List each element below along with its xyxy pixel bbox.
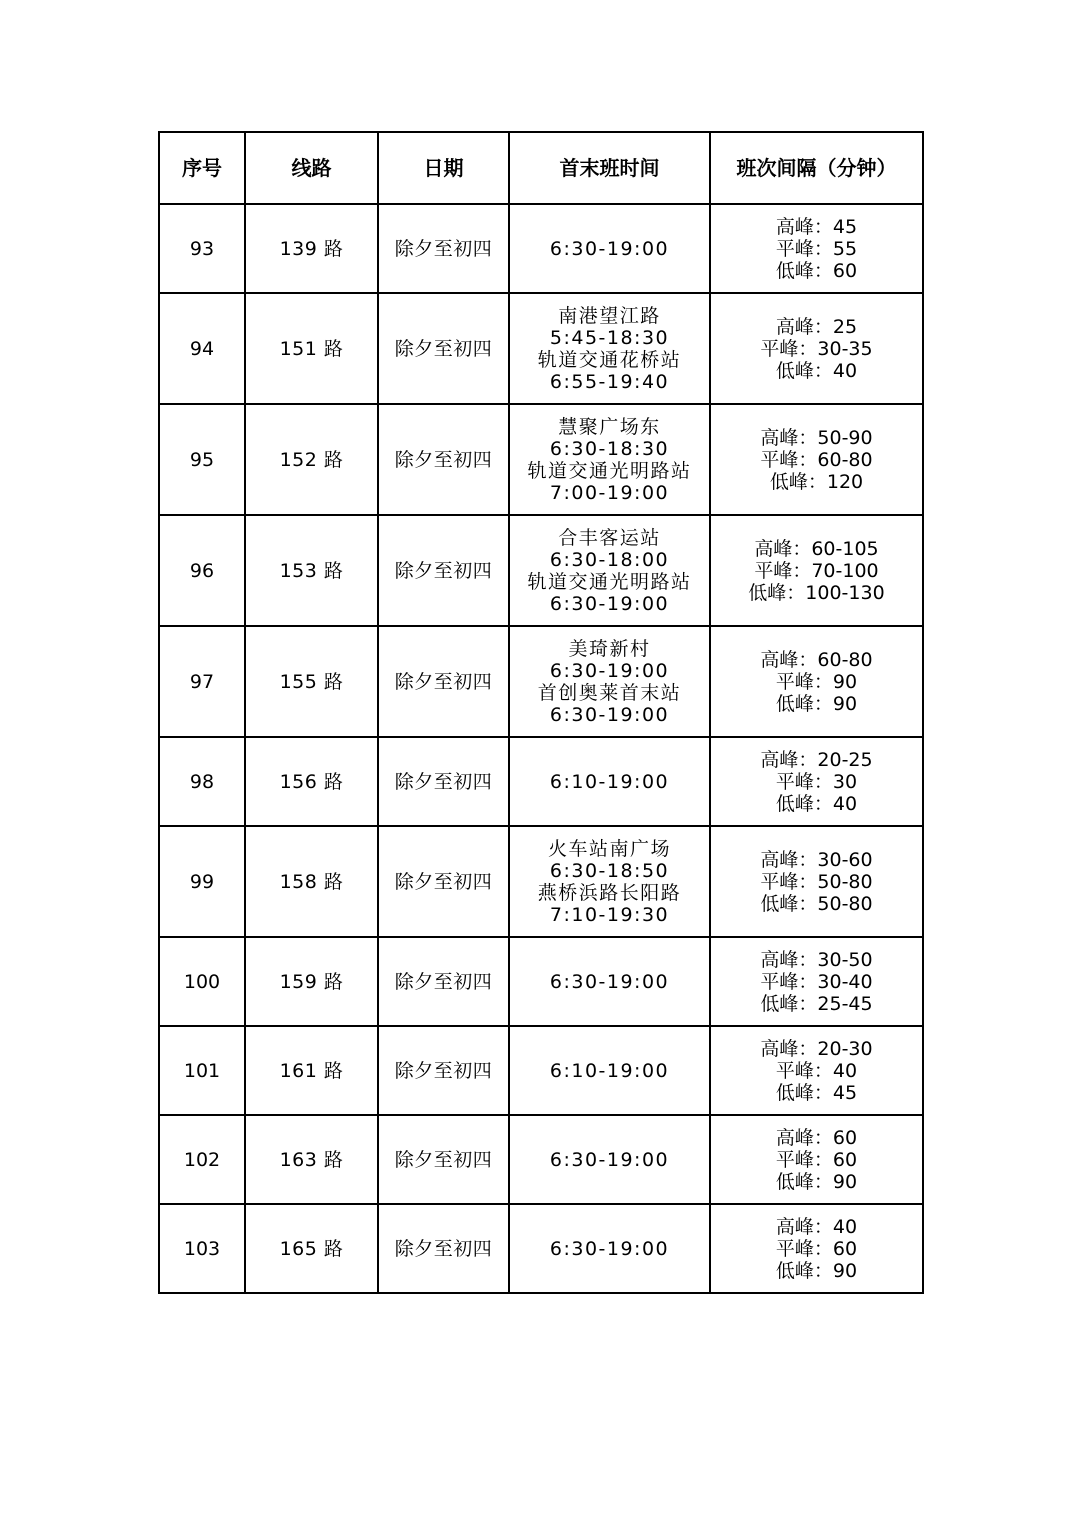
table-row xyxy=(159,1115,923,1204)
row-number-cell: 93 xyxy=(159,204,245,293)
interval-line: 高峰：45 xyxy=(775,215,858,238)
header-intervals: 班次间隔（分钟） xyxy=(710,132,923,204)
route-cell: 153 路 xyxy=(245,515,378,626)
interval-line: 平峰：30 xyxy=(775,770,858,793)
interval-line: 低峰：45 xyxy=(775,1081,858,1104)
time-line: 6:30-19:00 xyxy=(549,970,670,993)
interval-cell xyxy=(710,515,923,626)
table-row xyxy=(159,1204,923,1293)
interval-cell xyxy=(710,404,923,515)
date-cell: 除夕至初四 xyxy=(378,737,509,826)
interval-line: 平峰：60 xyxy=(775,1148,858,1171)
time-line: 6:30-18:00 xyxy=(549,548,670,571)
header-date: 日期 xyxy=(378,132,509,204)
interval-line: 平峰：60 xyxy=(775,1237,858,1260)
row-number-cell: 97 xyxy=(159,626,245,737)
header-row xyxy=(159,132,923,204)
interval-line: 低峰：90 xyxy=(775,1259,858,1282)
interval-line: 平峰：90 xyxy=(775,670,858,693)
row-number-cell: 103 xyxy=(159,1204,245,1293)
interval-line: 低峰：90 xyxy=(775,1170,858,1193)
schedule-times-cell xyxy=(509,515,710,626)
route-cell: 139 路 xyxy=(245,204,378,293)
schedule-times-cell xyxy=(509,1026,710,1115)
interval-cell xyxy=(710,826,923,937)
time-line: 南港望江路 xyxy=(558,304,661,327)
time-line: 6:30-18:30 xyxy=(549,437,670,460)
interval-cell xyxy=(710,737,923,826)
row-number-cell: 95 xyxy=(159,404,245,515)
schedule-times-cell xyxy=(509,826,710,937)
route-cell: 155 路 xyxy=(245,626,378,737)
interval-line: 平峰：70-100 xyxy=(754,559,879,582)
time-line: 6:30-19:00 xyxy=(549,237,670,260)
time-line: 火车站南广场 xyxy=(547,837,671,860)
route-cell: 151 路 xyxy=(245,293,378,404)
interval-line: 低峰：40 xyxy=(775,792,858,815)
time-line: 慧聚广场东 xyxy=(558,415,661,438)
date-cell: 除夕至初四 xyxy=(378,1204,509,1293)
table-row xyxy=(159,515,923,626)
table-body xyxy=(159,204,923,1293)
table-row xyxy=(159,404,923,515)
interval-line: 高峰：40 xyxy=(775,1215,858,1238)
row-number-cell: 101 xyxy=(159,1026,245,1115)
time-line: 轨道交通花桥站 xyxy=(537,348,682,371)
table-row xyxy=(159,737,923,826)
date-cell: 除夕至初四 xyxy=(378,1026,509,1115)
date-cell: 除夕至初四 xyxy=(378,826,509,937)
time-line: 6:30-19:00 xyxy=(549,592,670,615)
route-cell: 159 路 xyxy=(245,937,378,1026)
schedule-times-cell xyxy=(509,1115,710,1204)
interval-line: 低峰：25-45 xyxy=(760,992,873,1015)
time-line: 6:55-19:40 xyxy=(549,370,670,393)
route-cell: 156 路 xyxy=(245,737,378,826)
row-number-cell: 96 xyxy=(159,515,245,626)
row-number-cell: 102 xyxy=(159,1115,245,1204)
row-number-cell: 94 xyxy=(159,293,245,404)
interval-line: 高峰：25 xyxy=(775,315,858,338)
table-row xyxy=(159,826,923,937)
route-cell: 161 路 xyxy=(245,1026,378,1115)
time-line: 6:30-19:00 xyxy=(549,703,670,726)
interval-line: 低峰：90 xyxy=(775,692,858,715)
interval-cell xyxy=(710,1115,923,1204)
route-cell: 158 路 xyxy=(245,826,378,937)
row-number-cell: 98 xyxy=(159,737,245,826)
row-number-cell: 100 xyxy=(159,937,245,1026)
route-cell: 165 路 xyxy=(245,1204,378,1293)
route-cell: 163 路 xyxy=(245,1115,378,1204)
time-line: 美琦新村 xyxy=(568,637,651,660)
interval-line: 高峰：50-90 xyxy=(760,426,873,449)
date-cell: 除夕至初四 xyxy=(378,204,509,293)
interval-line: 高峰：60 xyxy=(775,1126,858,1149)
interval-line: 高峰：30-60 xyxy=(760,848,873,871)
interval-line: 高峰：60-105 xyxy=(754,537,879,560)
interval-line: 平峰：50-80 xyxy=(760,870,873,893)
time-line: 轨道交通光明路站 xyxy=(527,570,692,593)
interval-cell xyxy=(710,1204,923,1293)
table-row xyxy=(159,293,923,404)
interval-line: 高峰：30-50 xyxy=(760,948,873,971)
time-line: 6:10-19:00 xyxy=(549,1059,670,1082)
interval-cell xyxy=(710,937,923,1026)
header-times: 首末班时间 xyxy=(509,132,710,204)
schedule-times-cell xyxy=(509,293,710,404)
interval-cell xyxy=(710,204,923,293)
date-cell: 除夕至初四 xyxy=(378,937,509,1026)
date-cell: 除夕至初四 xyxy=(378,626,509,737)
interval-line: 低峰：50-80 xyxy=(760,892,873,915)
date-cell: 除夕至初四 xyxy=(378,1115,509,1204)
interval-line: 低峰：120 xyxy=(769,470,864,493)
interval-line: 高峰：60-80 xyxy=(760,648,873,671)
header-no: 序号 xyxy=(159,132,245,204)
table-row xyxy=(159,626,923,737)
schedule-times-cell xyxy=(509,937,710,1026)
time-line: 燕桥浜路长阳路 xyxy=(537,881,682,904)
interval-line: 平峰：40 xyxy=(775,1059,858,1082)
interval-line: 平峰：30-35 xyxy=(760,337,873,360)
schedule-times-cell xyxy=(509,737,710,826)
schedule-times-cell xyxy=(509,626,710,737)
header-line: 线路 xyxy=(245,132,378,204)
time-line: 轨道交通光明路站 xyxy=(527,459,692,482)
interval-line: 低峰：100-130 xyxy=(748,581,885,604)
interval-line: 低峰：60 xyxy=(775,259,858,282)
time-line: 6:30-18:50 xyxy=(549,859,670,882)
table-row xyxy=(159,204,923,293)
interval-cell xyxy=(710,1026,923,1115)
date-cell: 除夕至初四 xyxy=(378,293,509,404)
time-line: 6:10-19:00 xyxy=(549,770,670,793)
interval-line: 低峰：40 xyxy=(775,359,858,382)
table-row xyxy=(159,1026,923,1115)
time-line: 6:30-19:00 xyxy=(549,1237,670,1260)
time-line: 6:30-19:00 xyxy=(549,659,670,682)
time-line: 6:30-19:00 xyxy=(549,1148,670,1171)
schedule-times-cell xyxy=(509,1204,710,1293)
interval-line: 高峰：20-25 xyxy=(760,748,873,771)
interval-line: 平峰：55 xyxy=(775,237,858,260)
interval-cell xyxy=(710,626,923,737)
interval-cell xyxy=(710,293,923,404)
time-line: 首创奥莱首末站 xyxy=(537,681,682,704)
schedule-times-cell xyxy=(509,404,710,515)
table-row xyxy=(159,937,923,1026)
time-line: 5:45-18:30 xyxy=(549,326,670,349)
row-number-cell: 99 xyxy=(159,826,245,937)
date-cell: 除夕至初四 xyxy=(378,404,509,515)
date-cell: 除夕至初四 xyxy=(378,515,509,626)
interval-line: 平峰：60-80 xyxy=(760,448,873,471)
interval-line: 高峰：20-30 xyxy=(760,1037,873,1060)
time-line: 合丰客运站 xyxy=(558,526,661,549)
time-line: 7:10-19:30 xyxy=(549,903,670,926)
bus-schedule-table xyxy=(158,131,924,1294)
time-line: 7:00-19:00 xyxy=(549,481,670,504)
interval-line: 平峰：30-40 xyxy=(760,970,873,993)
schedule-times-cell xyxy=(509,204,710,293)
route-cell: 152 路 xyxy=(245,404,378,515)
